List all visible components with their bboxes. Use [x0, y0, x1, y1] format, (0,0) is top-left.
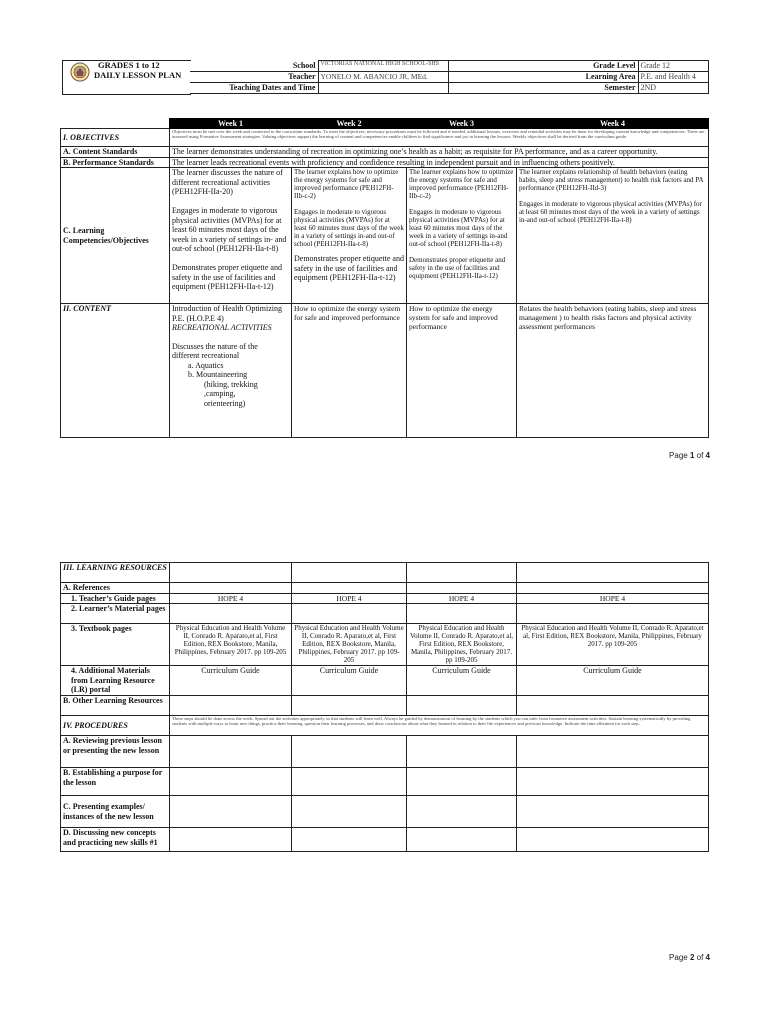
textbook-pages-label: 3. Textbook pages [61, 624, 170, 666]
page-total: 4 [705, 451, 710, 460]
competencies-label: C. Learning Competencies/Objectives [61, 168, 170, 304]
page-of: of [696, 451, 704, 460]
teachers-guide-week-4: HOPE 4 [517, 593, 709, 604]
teachers-guide-week-2: HOPE 4 [292, 593, 407, 604]
procedure-d-label: D. Discussing new concepts and practicing new skills #1 [61, 828, 170, 852]
learning-area-value: P.E. and Health 4 [638, 72, 708, 83]
additional-materials-week-1: Curriculum Guide [170, 666, 292, 696]
content-week-2: How to optimize the energy system for safe and improved performance [292, 304, 407, 438]
semester-label: Semester [448, 83, 638, 94]
content-label: II. CONTENT [61, 304, 170, 438]
competencies-week-2: The learner explains how to optimize the energy systems for safe and improved performance (PEH12FH-IIb-c-2) Engages in moderate to vigorous physical activities (MVPAs) for at least 60 minutes most days of the week in a variety of settings in-and out-of school (PEH12FH-IIa-t-8) [294, 168, 404, 248]
content-week-3: How to optimize the energy system for safe and improved performance [407, 304, 517, 438]
other-resources-label: B. Other Learning Resources [61, 696, 170, 716]
school-value: VICTORIAS NATIONAL HIGH SCHOOL-SHS [318, 61, 448, 72]
content-week-1-item-a: a. Aquatics [188, 360, 224, 370]
week-3-header: Week 3 [407, 119, 517, 129]
performance-standards-label: B. Performance Standards [61, 157, 170, 168]
teacher-label: Teacher [190, 72, 318, 83]
additional-materials-week-4: Curriculum Guide [517, 666, 709, 696]
textbook-week-3: Physical Education and Health Volume II, Conrado R. Aparato,et al, First Edition, REX Bookstore, Manila, Philippines, February 2017. pp 109-205 [407, 624, 517, 666]
teachers-guide-label: 1. Teacher’s Guide pages [61, 593, 170, 604]
content-week-1-subtitle: RECREATIONAL ACTIVITIES [172, 323, 272, 332]
competencies-week-2-etiquette: Demonstrates proper etiquette and safety in the use of facilities and equipment (PEH12FH-IIa-t-12) [294, 254, 404, 282]
teachers-guide-week-3: HOPE 4 [407, 593, 517, 604]
school-label: School [190, 61, 318, 72]
additional-materials-week-2: Curriculum Guide [292, 666, 407, 696]
learning-area-label: Learning Area [448, 72, 638, 83]
content-week-1-item-b: b. Mountaineering [188, 370, 248, 379]
title-box [62, 60, 191, 95]
resources-procedures-table [60, 562, 709, 852]
title-line-2: DAILY LESSON PLAN [94, 70, 182, 80]
content-week-1 [170, 304, 292, 438]
objectives-note: Objectives must be met over the week and connected to the curriculum standards. To meet the objectives, necessary procedures must be followed and if needed, additional lessons, exercises and remedial activities may be done for developing content knowledge and competencies. These are assessed using Formative Assessment strategies. Valuing objectives support the learning of content and competencies enable children to find significance and joy in learning the lessons. Weekly objectives shall be derived from the curriculum guide. [170, 129, 709, 147]
procedure-a-label: A. Reviewing previous lesson or presenting the new lesson [61, 736, 170, 768]
competencies-week-3: The learner explains how to optimize the energy systems for safe and improved performance (PEH12FH-IIb-c-2) Engages in moderate to vigorous physical activities (MVPAs) for at least 60 minutes most days of the week in a variety of settings in-and out-of school (PEH12FH-IIa-t-8) Demonstrates proper etiquette and safety in the use of facilities and equipment (PEH12FH-IIa-t-12) [407, 168, 517, 304]
content-week-1-title: Introduction of Health Optimizing P.E. (H.O.P.E 4) [172, 304, 282, 323]
procedure-b-label: B. Establishing a purpose for the lesson [61, 768, 170, 796]
procedures-label: IV. PROCEDURES [61, 716, 170, 736]
weekly-plan-table [60, 118, 709, 438]
learners-material-label: 2. Learner’s Material pages [61, 604, 170, 624]
procedure-c-label: C. Presenting examples/ instances of the new lesson [61, 796, 170, 828]
semester-value: 2ND [638, 83, 708, 94]
grade-level-label: Grade Level [448, 61, 638, 72]
title-line-1: GRADES 1 to 12 [98, 60, 160, 70]
competencies-week-1: The learner discusses the nature of different recreational activities (PEH12FH-IIa-20) Engages in moderate to vigorous physical activities (MVPAs) for at least 60 minutes most days of the week in a variety of settings in- and out-of school (PEH12FH-IIa-t-8) Demonstrates proper etiquette and safety in the use of facilities and equipment (PEH12FH-IIa-t-12) [170, 168, 292, 304]
grade-level-value: Grade 12 [638, 61, 708, 72]
week-1-header: Week 1 [170, 119, 292, 129]
content-standards-text: The learner demonstrates understanding of recreation in optimizing one’s health as a habit; as requisite for PA performance, and as a career opportunity. [170, 147, 709, 158]
page-of: of [696, 953, 704, 962]
teaching-dates-value [318, 83, 448, 94]
header-table [190, 60, 709, 94]
page-1-number [669, 451, 710, 460]
page-current: 2 [689, 953, 695, 962]
page-current: 1 [689, 451, 695, 460]
learning-resources-label: III. LEARNING RESOURCES [61, 563, 170, 583]
competencies-week-2-cell [292, 168, 407, 304]
teachers-guide-week-1: HOPE 4 [170, 593, 292, 604]
content-week-1-intro: Discusses the nature of the different recreational [172, 341, 258, 360]
references-label: A. References [61, 583, 170, 594]
week-2-header: Week 2 [292, 119, 407, 129]
additional-materials-week-3: Curriculum Guide [407, 666, 517, 696]
page-2-number [669, 953, 710, 962]
teaching-dates-label: Teaching Dates and Time [190, 83, 318, 94]
page-label: Page [669, 451, 688, 460]
page-total: 4 [705, 953, 710, 962]
content-week-1-item-b-sub: (hiking, trekking ,camping, orienteering) [204, 379, 258, 408]
additional-materials-label: 4. Additional Materials from Learning Resource (LR) portal [61, 666, 170, 696]
content-standards-label: A. Content Standards [61, 147, 170, 158]
textbook-week-4: Physical Education and Health Volume II, Conrado R. Aparato,et al, First Edition, REX Bookstore, Manila, Philippines, February 2017. pp 109-205 [517, 624, 709, 666]
teacher-value: YONELO M. ABANCIO JR, MEd. [318, 72, 448, 83]
textbook-week-1: Physical Education and Health Volume II, Conrado R. Aparato,et al, First Edition, REX Bookstore, Manila, Philippines, February 2017. pp 109-205 [170, 624, 292, 666]
page-label: Page [669, 953, 688, 962]
content-week-4: Relates the health behaviors (eating habits, sleep and stress management ) to health risks factors and physical activity assessment performances [517, 304, 709, 438]
objectives-label: I. OBJECTIVES [61, 129, 170, 147]
week-4-header: Week 4 [517, 119, 709, 129]
competencies-week-4: The learner explains relationship of health behaviors (eating habits, sleep and stress management) to health risk factors and PA performance (PEH12FH-IId-3) Engages in moderate to vigorous physical activities (MVPAs) for at least 60 minutes most days of the week in a variety of settings in-and out-of school (PEH12FH-IIa-t-8) [517, 168, 709, 304]
textbook-week-2: Physical Education and Health Volume II, Conrado R. Aparato,et al, First Edition, REX Bookstore, Manila, Philippines, February 2017. pp 109-205 [292, 624, 407, 666]
performance-standards-text: The learner leads recreational events with proficiency and confidence resulting in independent pursuit and in influencing others positively. [170, 157, 709, 168]
procedures-note: These steps should be done across the week. Spread out the activities appropriately so that students will learn well. Always be guided by demonstration of learning by the students which you can infer from formative assessment activities. Sustain learning systematically by providing students with multiple ways to learn new things, practice their learning, question their learning processes, and draw conclusions about what they learned in relation to their life experiences and previous knowledge. Indicate the time allotment for each step. [170, 716, 709, 736]
